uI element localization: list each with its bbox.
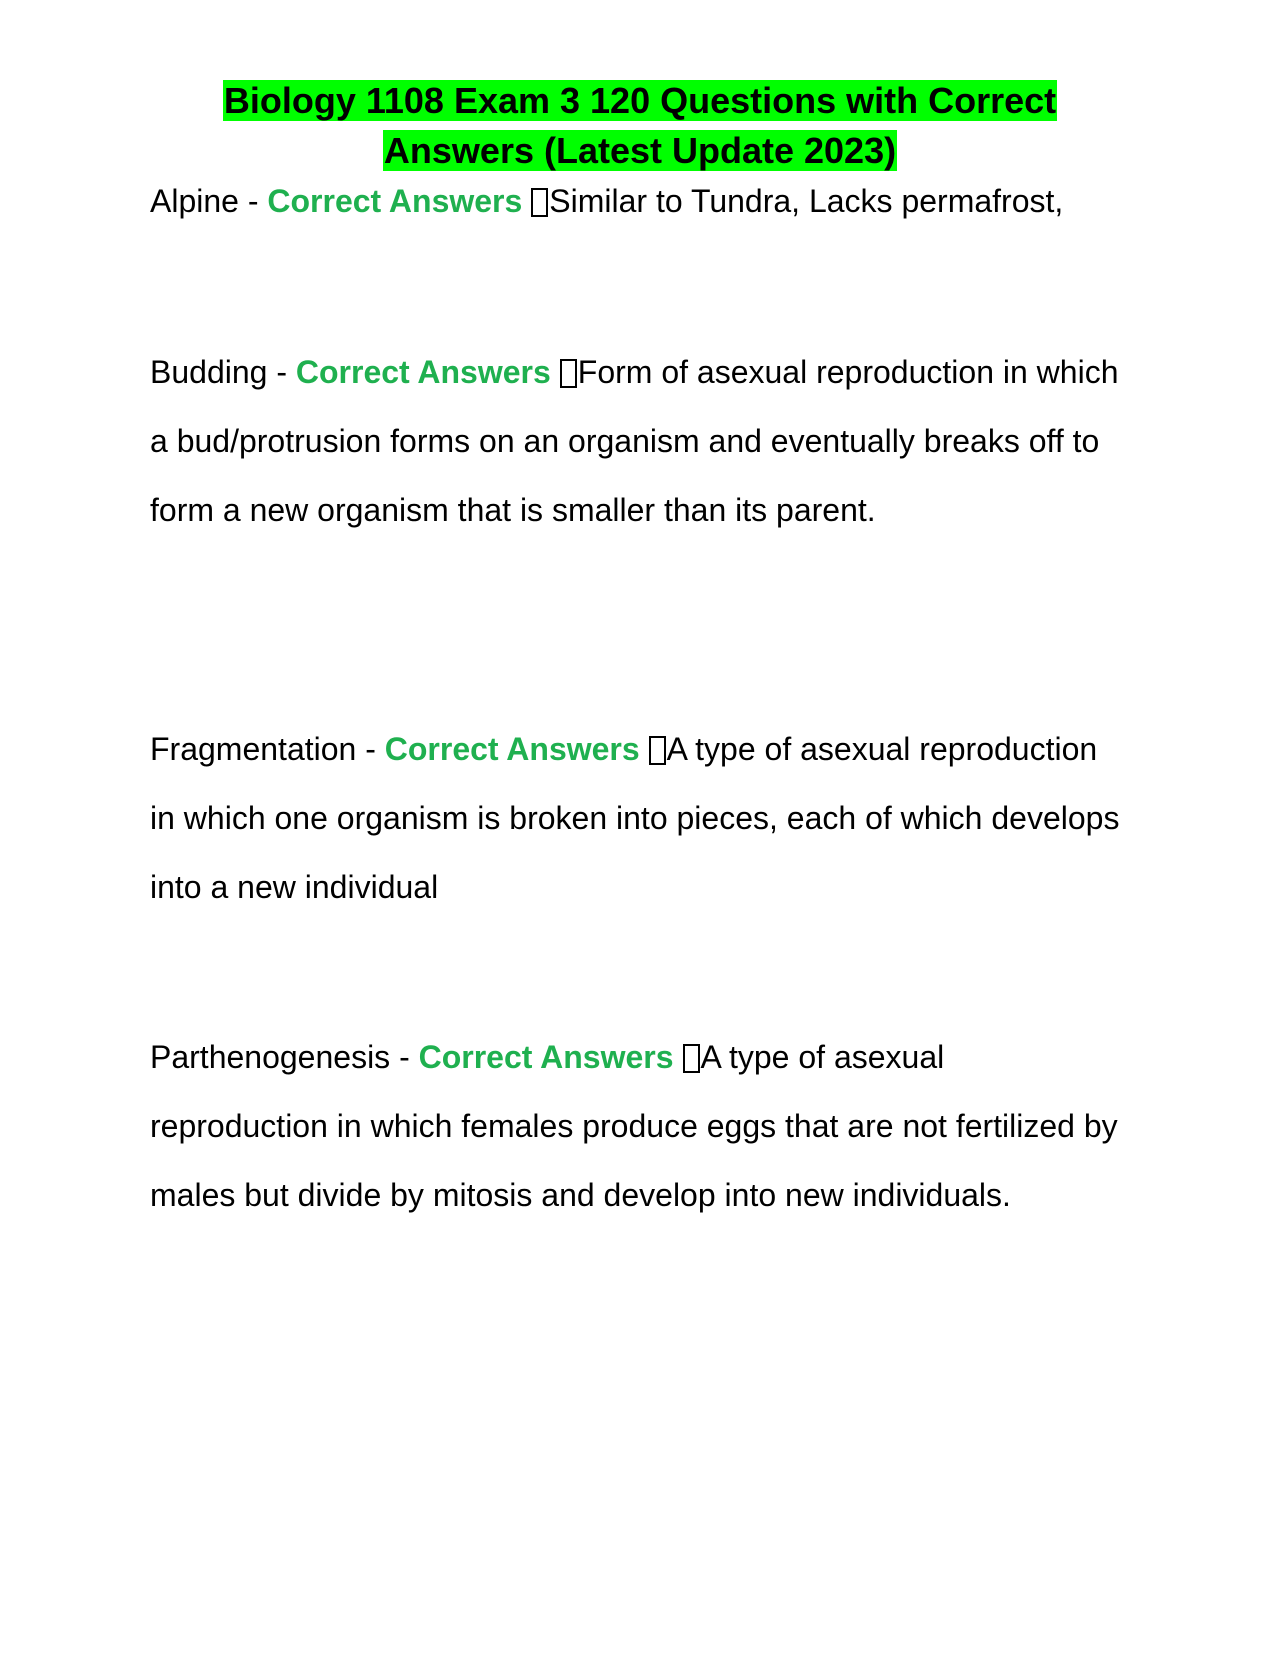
document-title	[150, 76, 1130, 176]
entry-separator: -	[267, 354, 296, 390]
title-line-1: Biology 1108 Exam 3 120 Questions with Correct	[223, 80, 1057, 121]
correct-answers-label: Correct Answers	[267, 183, 523, 219]
entry-separator: -	[238, 183, 268, 219]
entry-definition: A type of asexual reproduction in which one organism is broken into pieces, each of which develops into a new individual	[150, 731, 1120, 905]
missing-glyph-icon	[649, 736, 666, 765]
entry-definition: A type of asexual reproduction in which females produce eggs that are not fertilized by males but divide by mitosis and develop into new individuals.	[150, 1039, 1118, 1213]
correct-answers-label: Correct Answers	[384, 731, 640, 767]
correct-answers-label: Correct Answers	[295, 354, 551, 390]
entry-term: Alpine	[150, 183, 239, 219]
entry-definition: Similar to Tundra, Lacks permafrost,	[549, 183, 1064, 219]
correct-answers-label: Correct Answers	[418, 1039, 674, 1075]
entry-term: Budding	[150, 354, 268, 390]
entry-parthenogenesis	[150, 1023, 1130, 1230]
entry-term: Parthenogenesis	[150, 1039, 391, 1075]
entry-separator: -	[356, 731, 385, 767]
entry-definition: Form of asexual reproduction in which a bud/protrusion forms on an organism and eventually breaks off to form a new organism that is smaller than its parent.	[150, 354, 1119, 528]
entry-fragmentation	[150, 715, 1130, 922]
entry-term: Fragmentation	[150, 731, 357, 767]
entry-separator: -	[390, 1039, 419, 1075]
missing-glyph-icon	[683, 1044, 700, 1073]
title-line-2: Answers (Latest Update 2023)	[383, 130, 897, 171]
entry-alpine	[150, 166, 1130, 236]
entry-budding	[150, 338, 1130, 545]
missing-glyph-icon	[560, 359, 577, 388]
missing-glyph-icon	[531, 188, 548, 217]
